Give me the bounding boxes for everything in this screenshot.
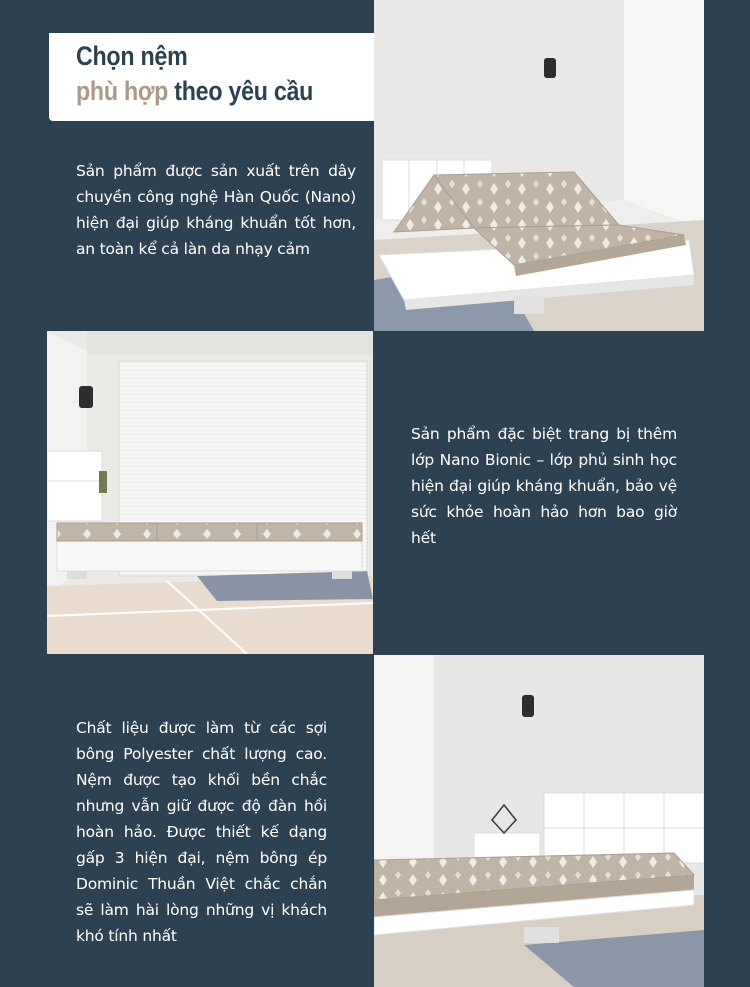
wall-lamp-icon bbox=[544, 58, 556, 78]
section-3-text: Chất liệu được làm từ các sợi bông Polyester chất lượng cao. Nệm được tạo khối bền chắc nhưng vẫn giữ được độ đàn hồi hoàn hảo. Được thiết kế dạng gấp 3 hiện đại, nệm bông ép Dominic Thuần Việt chắc chắn sẽ làm hài lòng những vị khách khó tính nhất bbox=[76, 719, 327, 945]
photo-folded-mattress bbox=[374, 0, 704, 331]
photo-mattress-nightstand bbox=[374, 655, 704, 987]
title-line-2 bbox=[76, 74, 333, 109]
title-line-1: Chọn nệm bbox=[76, 41, 188, 71]
wall-lamp-icon bbox=[79, 386, 93, 408]
photo-flat-mattress bbox=[47, 331, 373, 654]
title-accent: phù hợp bbox=[76, 76, 169, 106]
section-2-text: Sản phẩm đặc biệt trang bị thêm lớp Nano Bionic – lớp phủ sinh học hiện đại giúp kháng khuẩn, bảo vệ sức khỏe hoàn hảo hơn bao giờ hết bbox=[411, 425, 677, 547]
wall-lamp-icon bbox=[522, 695, 534, 717]
title-card bbox=[49, 33, 375, 121]
section-1-text: Sản phẩm được sản xuất trên dây chuyền công nghệ Hàn Quốc (Nano) hiện đại giúp kháng khuẩn tốt hơn, an toàn kể cả làn da nhạy cảm bbox=[76, 162, 356, 258]
title-rest: theo yêu cầu bbox=[174, 76, 314, 106]
